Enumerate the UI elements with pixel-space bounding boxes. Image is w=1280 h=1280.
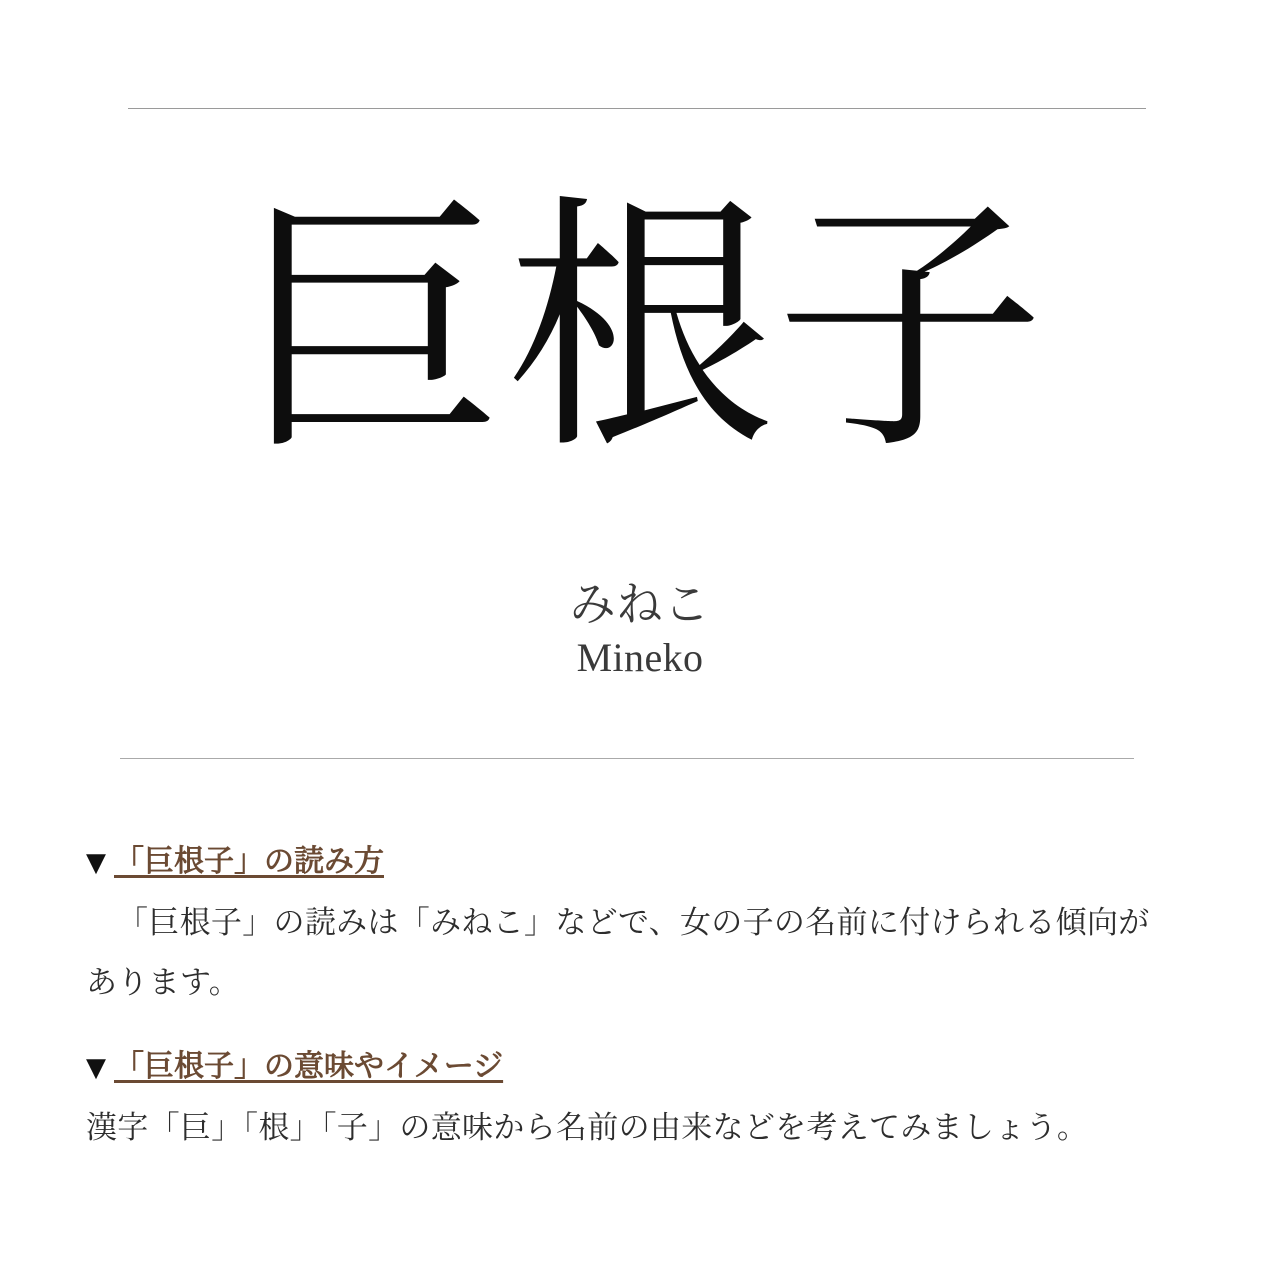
triangle-down-icon: ▼ — [86, 848, 106, 878]
name-heading-block — [0, 170, 1280, 489]
triangle-down-icon: ▼ — [86, 1053, 106, 1084]
sections-container — [86, 836, 1186, 1187]
section-heading-reading — [86, 836, 1186, 880]
section-body-meaning: 漢字「巨」「根」「子」の意味から名前の由来などを考えてみましょう。 — [86, 1110, 1089, 1147]
reading-romaji: Mineko — [576, 634, 704, 680]
section-link-meaning[interactable]: 「巨根子」の意味やイメージ — [114, 1049, 504, 1085]
section-meaning — [86, 1041, 1186, 1159]
divider-top — [128, 108, 1146, 109]
divider-middle — [120, 758, 1134, 759]
section-link-reading[interactable]: 「巨根子」の読み方 — [114, 844, 384, 879]
reading-block — [0, 578, 1280, 683]
reading-kana: みねこ — [569, 577, 711, 631]
section-heading-meaning — [86, 1041, 1186, 1085]
section-reading — [86, 836, 1186, 1013]
section-body-reading: 「巨根子」の読みは「みねこ」などで、女の子の名前に付けられる傾向があります。 — [86, 905, 1150, 1001]
page-title-kanji: 巨根子 — [235, 171, 1045, 486]
